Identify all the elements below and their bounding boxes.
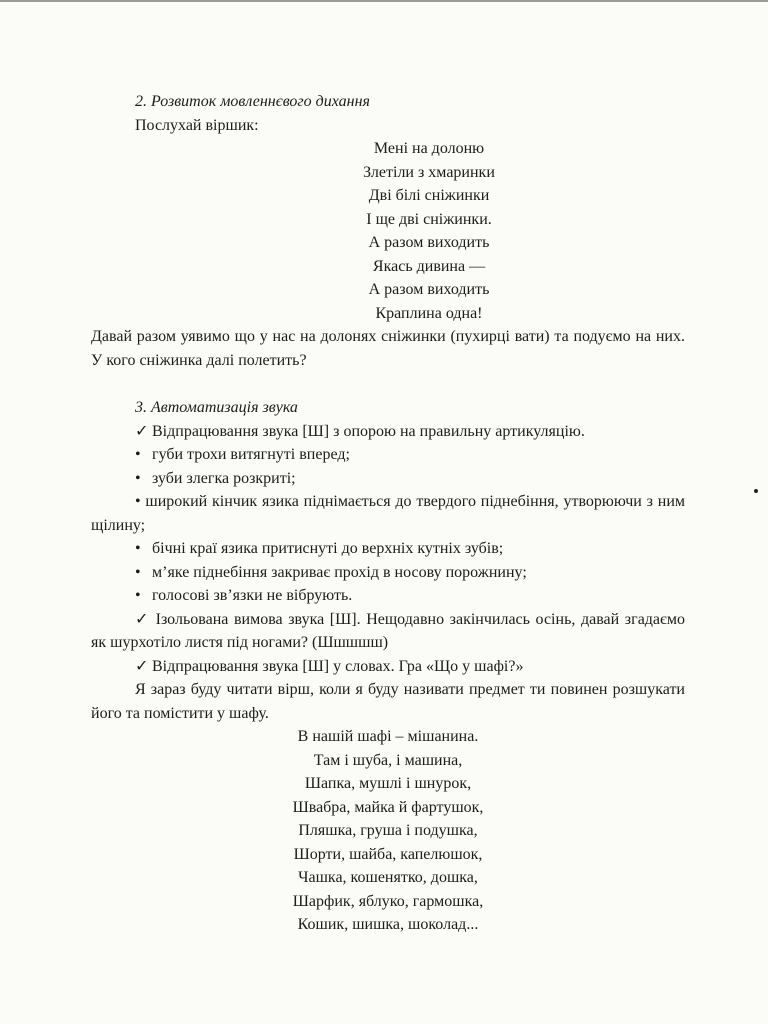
poem-line: Мені на долоню	[373, 140, 485, 157]
poem-line: Там і шуба, і машина,	[313, 751, 463, 769]
checkmark-icon: ✓	[135, 610, 151, 628]
poem-line: Шапка, мушлі і шнурок,	[304, 775, 472, 792]
bullet-item-text: губи трохи витягнуті вперед;	[152, 446, 350, 463]
document-page	[91, 90, 685, 937]
poem-line: А разом виходить	[368, 281, 490, 298]
bullet-item	[91, 467, 685, 491]
section-3-title: 3. Автоматизація звука	[135, 399, 298, 416]
poem-snowflakes	[91, 137, 685, 325]
bullet-item-text: м’яке піднебіння закриває прохід в носову порожнину;	[152, 563, 527, 581]
poem-line: Кошик, шишка, шоколад...	[297, 916, 479, 933]
checkmark-icon: ✓	[135, 422, 149, 440]
checklist-item-text: Ізольована вимова звука [Ш]. Нещодавно закінчилась осінь, давай згадаємо як шурхотіло листя під ногами? (Шшшшш)	[91, 610, 686, 651]
checklist-item	[91, 420, 685, 444]
checklist-item	[91, 655, 685, 679]
poem-line: Дві білі сніжинки	[368, 187, 490, 204]
bullet-item	[91, 490, 685, 537]
scan-speck	[754, 489, 758, 493]
game-instruction: Я зараз буду читати вірш, коли я буду називати предмет ти повинен розшукати його та помістити у шафу.	[91, 681, 685, 722]
poem-line: В нашій шафі – мішанина.	[297, 728, 479, 745]
poem-line: Якась дивина —	[372, 257, 486, 275]
bullet-icon: •	[135, 587, 141, 604]
bullet-item-text: широкий кінчик язика піднімається до твердого піднебіння, утворюючи з ним щілину;	[91, 493, 686, 534]
checklist-item-text: Відпрацювання звука [Ш] у словах. Гра «Що у шафі?»	[152, 657, 524, 675]
bullet-item-text: зуби злегка розкриті;	[152, 469, 296, 487]
poem-line: Злетіли з хмаринки	[363, 163, 495, 181]
poem-wardrobe	[91, 725, 685, 937]
bullet-icon: •	[135, 540, 141, 557]
section-2-title: 2. Розвиток мовленнєвого дихання	[135, 93, 370, 110]
bullet-item-text: голосові зв’язки не вібрують.	[152, 587, 353, 604]
poem-line: Краплина одна!	[375, 304, 483, 322]
bullet-item	[91, 584, 685, 608]
checklist-item	[91, 608, 685, 655]
bullet-icon: •	[135, 446, 141, 463]
poem-line: Шарфик, яблуко, гармошка,	[292, 892, 484, 910]
page-top-edge	[0, 0, 768, 2]
bullet-item	[91, 443, 685, 467]
section-2-intro: Послухай віршик:	[135, 116, 259, 134]
bullet-item	[91, 537, 685, 561]
bullet-item	[91, 561, 685, 585]
poem-line: Швабра, майка й фартушок,	[292, 798, 484, 816]
poem-line: І ще дві сніжинки.	[366, 210, 492, 228]
poem-line: Пляшка, груша і подушка,	[298, 822, 478, 839]
bullet-item-text: бічні краї язика притиснуті до верхніх кутніх зубів;	[152, 540, 504, 557]
checkmark-icon: ✓	[135, 657, 149, 675]
section-2-exercise: Давай разом уявимо що у нас на долонях сніжинки (пухирці вати) та подуємо на них. У кого сніжинка далі полетить?	[91, 328, 685, 369]
poem-line: А разом виходить	[368, 234, 490, 251]
checklist-item-text: Відпрацювання звука [Ш] з опорою на правильну артикуляцію.	[152, 422, 585, 440]
bullet-icon: •	[135, 469, 141, 487]
poem-line: Чашка, кошенятко, дошка,	[298, 869, 478, 886]
poem-line: Шорти, шайба, капелюшок,	[293, 845, 483, 863]
bullet-icon: •	[135, 493, 141, 510]
bullet-icon: •	[135, 563, 141, 581]
